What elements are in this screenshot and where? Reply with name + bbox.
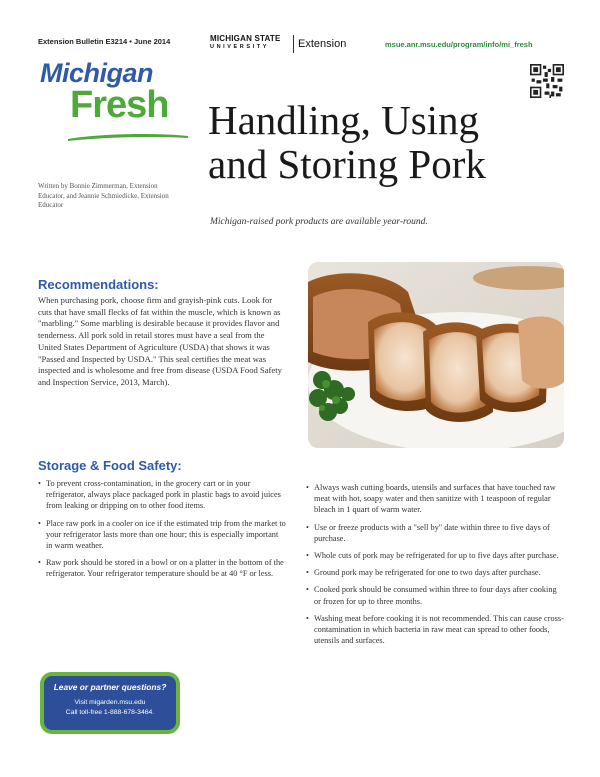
list-item: • Place raw pork in a cooler on ice if the estimated trip from the market to your refrigerator lasts more than one hour; this is especially important in warm weather. <box>38 518 286 552</box>
storage-list-left <box>38 478 286 586</box>
list-item: • Cooked pork should be consumed within three to four days after cooking or frozen for up to three months. <box>306 584 564 606</box>
title-line-1: Handling, Using <box>208 97 480 143</box>
list-item: • To prevent cross-contamination, in the grocery cart or in your refrigerator, always place packaged pork in plastic bags to avoid juices from leaking or dripping on to other food items. <box>38 478 286 512</box>
questions-callout <box>40 672 180 734</box>
pork-photo <box>308 262 564 448</box>
recommendations-heading: Recommendations: <box>38 277 159 292</box>
list-item: • Raw pork should be stored in a bowl or on a platter in the bottom of the refrigerator. Your refrigerator temperature should be at 40 °F or less. <box>38 557 286 579</box>
callout-phone: Call toll-free 1-888-678-3464. <box>65 709 155 716</box>
recommendations-body: When purchasing pork, choose firm and grayish-pink cuts. Look for cuts that have small flecks of fat within the muscle, which is known as "marbling." Some marbling is desirable because it provides flavor and tenderness. All pork sold in retail stores must have a seal from the United States Department of Agriculture (USDA) that shows it was "Passed and Inspected by USDA." This seal certifies the meat was inspected and is wholesome and free from disease (USDA Food Safety and Inspection Service, 2013, March). <box>38 295 282 387</box>
list-item: • Whole cuts of pork may be refrigerated for up to five days after purchase. <box>306 550 564 561</box>
list-item: • Use or freeze products with a "sell by" date within three to five days of purchase. <box>306 522 564 544</box>
list-item: • Always wash cutting boards, utensils and surfaces that have touched raw meat with hot, soapy water and then sanitize with 1 teaspoon of regular bleach in 1 quart of warm water. <box>306 482 564 516</box>
header-divider <box>293 35 294 53</box>
michigan-fresh-logo <box>30 58 190 148</box>
msu-extension-label: Extension <box>298 38 347 50</box>
msu-name-bottom: UNIVERSITY <box>210 44 270 50</box>
logo-fresh-text: Fresh <box>70 84 169 126</box>
msu-wordmark-icon <box>210 35 281 51</box>
storage-heading: Storage & Food Safety: <box>38 458 182 473</box>
list-item: • Washing meat before cooking it is not recommended. This can cause cross-contamination in which bacteria in raw meat can spread to other foods, utensils and surfaces. <box>306 613 564 647</box>
msu-name-top: MICHIGAN STATE <box>210 34 281 43</box>
qr-code-icon[interactable] <box>530 64 564 98</box>
bulletin-number: Extension Bulletin E3214 • June 2014 <box>38 37 171 46</box>
title-line-2: and Storing Pork <box>208 141 486 187</box>
site-url-link[interactable]: msue.anr.msu.edu/program/info/mi_fresh <box>385 40 533 49</box>
logo-swoosh-icon <box>66 132 190 142</box>
page-subtitle: Michigan-raised pork products are available year-round. <box>210 217 428 227</box>
page-title <box>208 98 486 186</box>
author-credits: Written by Bonnie Zimmerman, Extension Educator, and Jeannie Schmiedicke, Extension Educator <box>38 182 169 209</box>
callout-title: Leave or partner questions? <box>53 682 167 692</box>
storage-list-right <box>306 482 564 652</box>
logo-michigan-text: Michigan <box>40 58 154 88</box>
list-item: • Ground pork may be refrigerated for one to two days after purchase. <box>306 567 564 578</box>
callout-website-link[interactable]: Visit migarden.msu.edu <box>74 699 146 706</box>
